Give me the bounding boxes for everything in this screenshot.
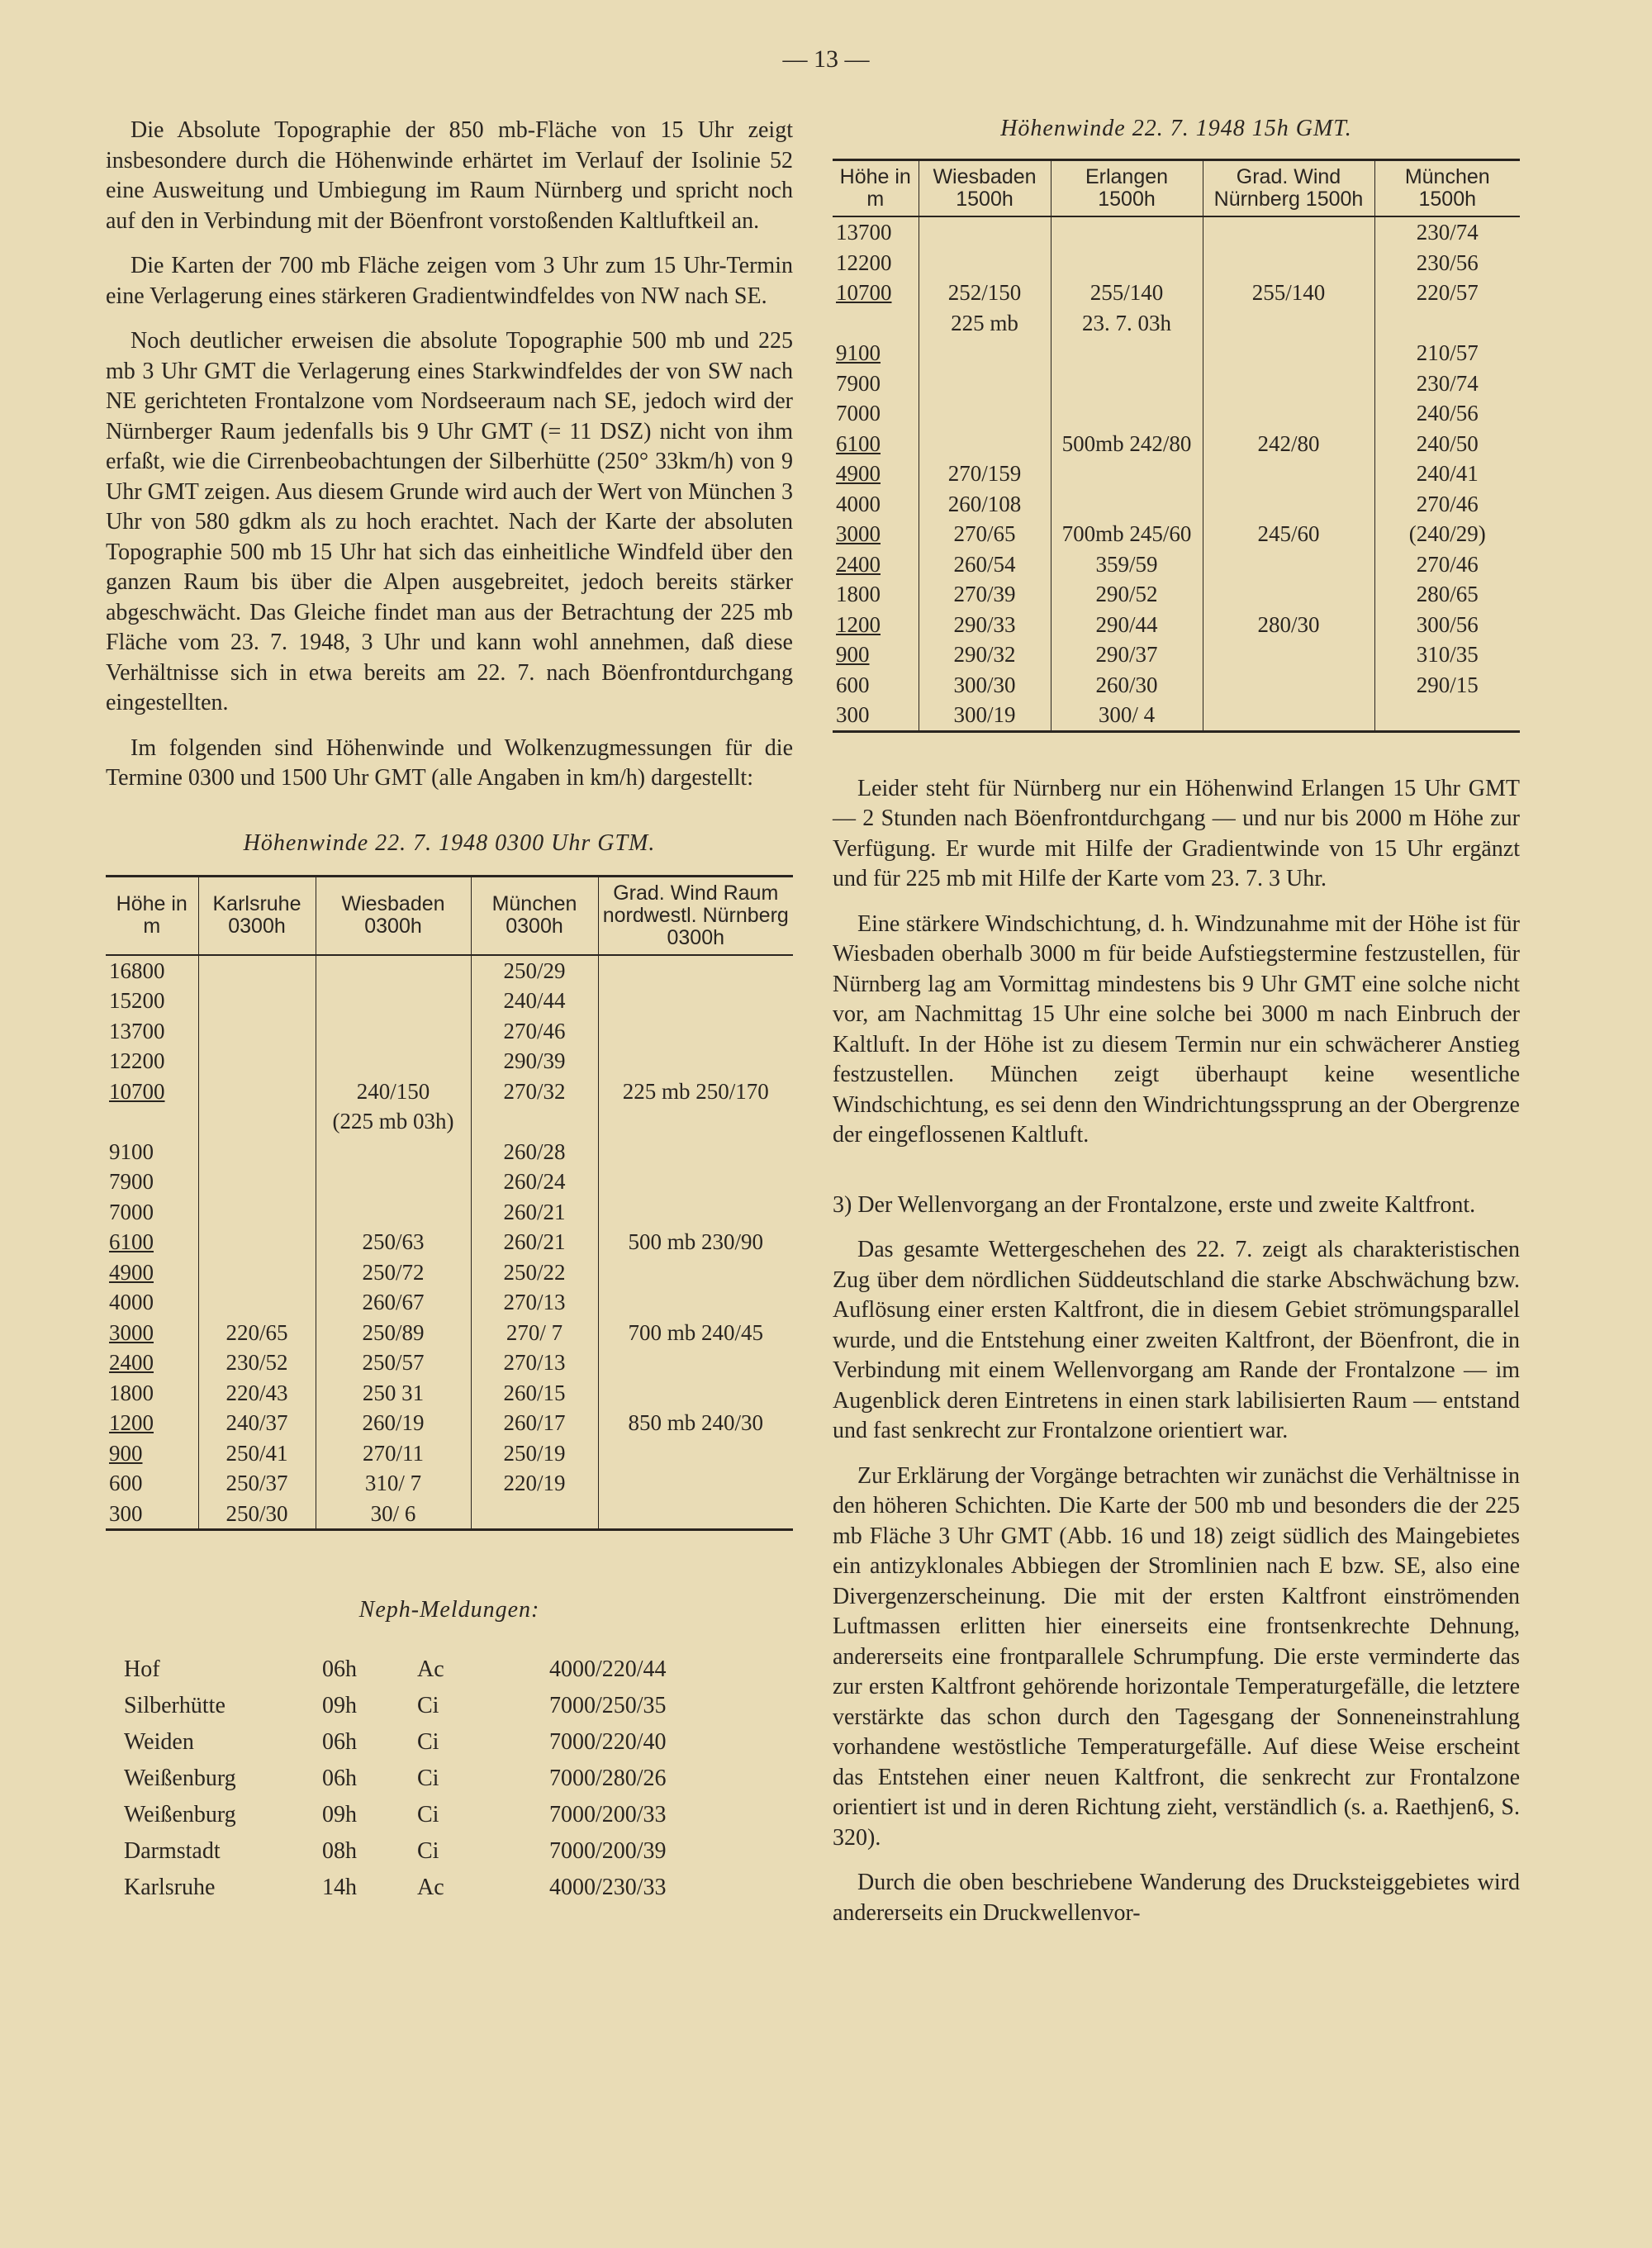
value-cell: 242/80: [1203, 429, 1374, 459]
table-row: [106, 1499, 793, 1530]
height-cell: 1200: [836, 611, 881, 637]
value-cell: [1203, 700, 1374, 731]
paragraph: Leider steht für Nürnberg nur ein Höhenwind Erlangen 15 Uhr GMT — 2 Stunden nach Böenfrontdurchgang — und nur bis 2000 m Höhe zur Verfügung. Er wurde mit Hilfe der Gradientwinde von 15 Uhr ergänzt und für 225 mb mit Hilfe der Karte vom 23. 7. 3 Uhr.: [833, 775, 1520, 891]
cloud-type-cell: Ci: [417, 1729, 439, 1755]
table-row: [833, 489, 1520, 520]
station-cell: Silberhütte: [124, 1693, 225, 1718]
value-cell: [598, 1378, 793, 1409]
value-cell: [1203, 579, 1374, 610]
table-row: [833, 248, 1520, 278]
height-cell: 3000: [836, 521, 881, 546]
table-caption-0300: Höhenwinde 22. 7. 1948 0300 Uhr GTM.: [243, 829, 656, 856]
paragraph: Das gesamte Wettergeschehen des 22. 7. zeigt als charakteristischen Zug über dem nördlichen Süddeutschland die starke Abschwächung bzw. Auflösung einer ersten Kaltfront, die in diesem Gebiet strömungsparallel wurde, und die Entstehung einer zweiten Kaltfront, der Böenfront, die in Verbindung mit einem Wellenvorgang am Rande der Frontalzone — im Augenblick deren Eintretens in einen stark labilisierten Raum — entstand und fast senkrecht zur Frontalzone orientiert war.: [833, 1237, 1520, 1443]
cloud-type-cell: Ci: [417, 1693, 439, 1718]
value-cell: 225 mb: [919, 308, 1051, 339]
height-cell: 13700: [109, 1018, 165, 1043]
value-cell: [919, 429, 1051, 459]
value-cell: 240/150: [316, 1076, 471, 1107]
value-cell: 290/44: [1051, 610, 1203, 640]
table-row: [106, 1227, 793, 1257]
value-cell: [198, 1197, 316, 1228]
height-cell: 12200: [836, 250, 892, 275]
neph-row: [124, 1724, 752, 1761]
table-header-row: [106, 876, 793, 955]
neph-row: [124, 1688, 752, 1724]
value-cell: 290/33: [919, 610, 1051, 640]
column-header: München 1500h: [1374, 160, 1520, 217]
paragraph: Noch deutlicher erweisen die absolute Topographie 500 mb und 225 mb 3 Uhr GMT die Verlagerung eines Starkwindfeldes der von SW nach NE gerichteten Frontalzone vom Nordseeraum nach SE, jedoch wird der Nürnberger Raum jedenfalls bis 9 Uhr GMT (= 11 DSZ) nicht von ihm erfaßt, wie die Cirrenbeobachtungen der Silberhütte (250° 33km/h) von 9 Uhr GMT zeigen. Aus diesem Grunde wird auch der Wert von München 3 Uhr von 580 gdkm als zu hoch erachtet. Nach der Karte der absoluten Topographie 500 mb 15 Uhr hat sich das einheitliche Windfeld über den ganzen Raum bis über die Alpen ausgebreitet, jedoch bereits stärker abgeschwächt. Das Gleiche findet man aus der Betrachtung der 225 mb Fläche vom 23. 7. 1948, 3 Uhr und kann wohl annehmen, daß diese Verhältnisse sich in etwa bereits am 22. 7. nach Böenfrontdurchgang eingestellten.: [106, 328, 793, 715]
value-cell: 290/15: [1374, 670, 1520, 701]
table-row: [106, 1197, 793, 1228]
value-cell: 250/30: [198, 1499, 316, 1530]
table-row: [833, 308, 1520, 339]
value-cell: [1203, 639, 1374, 670]
value-cell: [1203, 549, 1374, 580]
value-cell: [919, 338, 1051, 368]
value-cell: 250/57: [316, 1347, 471, 1378]
value-cell: [1051, 459, 1203, 489]
table-row: [833, 549, 1520, 580]
station-cell: Darmstadt: [124, 1838, 221, 1864]
value-cell: 700 mb 240/45: [598, 1318, 793, 1348]
value-cell: [1051, 338, 1203, 368]
value-cell: 250/41: [198, 1438, 316, 1469]
value-cell: [919, 248, 1051, 278]
value-cell: 250/63: [316, 1227, 471, 1257]
value-cell: 300/30: [919, 670, 1051, 701]
value-cell: 260/15: [471, 1378, 598, 1409]
value-cell: [198, 1016, 316, 1047]
value-cell: 280/65: [1374, 579, 1520, 610]
value-cell: 300/56: [1374, 610, 1520, 640]
value-cell: 245/60: [1203, 519, 1374, 549]
value-cell: [598, 1197, 793, 1228]
value-cell: 270/13: [471, 1287, 598, 1318]
value-cell: [598, 1347, 793, 1378]
value-cell: [1051, 398, 1203, 429]
station-cell: Weiden: [124, 1729, 194, 1755]
value-cell: 310/35: [1374, 639, 1520, 670]
value-cell: 260/67: [316, 1287, 471, 1318]
table-row: [106, 1076, 793, 1107]
value-cell: [1203, 489, 1374, 520]
table-row: [106, 1318, 793, 1348]
cloud-type-cell: Ac: [417, 1656, 444, 1682]
value-cell: [598, 1137, 793, 1167]
value-cell: 252/150: [919, 278, 1051, 308]
value-cell: 220/43: [198, 1378, 316, 1409]
table-row: [106, 1468, 793, 1499]
cloud-type-cell: Ci: [417, 1766, 439, 1791]
table-row: [106, 1046, 793, 1076]
value-cell: 30/ 6: [316, 1499, 471, 1530]
station-cell: Weißenburg: [124, 1802, 236, 1827]
value-cell: [198, 1106, 316, 1137]
value-cell: 700mb 245/60: [1051, 519, 1203, 549]
value-cell: [316, 986, 471, 1016]
table-row: [833, 368, 1520, 399]
page-number: — 13 —: [782, 45, 870, 73]
value-cell: [316, 1197, 471, 1228]
observation-cell: 7000/200/33: [549, 1802, 667, 1827]
height-cell: 4000: [109, 1290, 154, 1314]
height-cell: 900: [109, 1440, 143, 1466]
cloud-type-cell: Ci: [417, 1838, 439, 1864]
time-cell: 06h: [322, 1656, 357, 1682]
value-cell: 260/28: [471, 1137, 598, 1167]
value-cell: (225 mb 03h): [316, 1106, 471, 1137]
value-cell: 300/19: [919, 700, 1051, 731]
value-cell: 230/56: [1374, 248, 1520, 278]
value-cell: [1203, 398, 1374, 429]
right-column: [833, 116, 1520, 1943]
height-cell: 13700: [836, 220, 892, 245]
height-cell: 12200: [109, 1048, 165, 1073]
value-cell: [598, 1257, 793, 1288]
height-cell: 15200: [109, 988, 165, 1013]
table-row: [833, 338, 1520, 368]
paragraph: Die Absolute Topographie der 850 mb-Fläche von 15 Uhr zeigt insbesondere durch die Höhenwinde erhärtet im Verlauf der Isolinie 52 eine Ausweitung und Umbiegung im Raum Nürnberg und spricht noch auf den in Verbindung mit der Böenfront vorstoßenden Kaltluftkeil an.: [106, 117, 793, 234]
value-cell: 270/ 7: [471, 1318, 598, 1348]
value-cell: 290/37: [1051, 639, 1203, 670]
value-cell: [198, 1076, 316, 1107]
value-cell: [598, 1468, 793, 1499]
table-row: [106, 1016, 793, 1047]
neph-row: [124, 1870, 752, 1906]
height-cell: 9100: [109, 1138, 154, 1164]
value-cell: 270/11: [316, 1438, 471, 1469]
value-cell: 260/108: [919, 489, 1051, 520]
time-cell: 06h: [322, 1729, 357, 1755]
paragraph: Zur Erklärung der Vorgänge betrachten wir zunächst die Verhältnisse in den höheren Schichten. Die Karte der 500 mb und besonders die der 225 mb Fläche 3 Uhr GMT (Abb. 16 und 18) zeigt südlich des Maingebietes ein antizyklonales Abbiegen der Stromlinien nach E bzw. SE, also eine Divergenzerscheinung. Die mit der ersten Kaltfront einströmenden Luftmassen erlitten hier einerseits eine frontsenkrechte Dehnung, andererseits eine frontparallele Schrumpfung. Die erste verminderte das zur ersten Kaltfront gehörende horizontale Temperaturgefälle, die letztere verstärkte das schon durch den Tagesgang der Sonneneinstrahlung vorhandene westöstliche Temperaturgefälle. Auf diese Weise erscheint das Entstehen einer neuen Kaltfront, die senkrecht zur Frontalzone orientiert ist und in deren Richtung zieht, verständlich (s. a. Raethjen6, S. 320).: [833, 1462, 1520, 1851]
value-cell: 270/39: [919, 579, 1051, 610]
height-cell: 7900: [109, 1169, 154, 1194]
table-row: [833, 398, 1520, 429]
height-cell: 300: [106, 1499, 198, 1530]
cloud-type-cell: Ci: [417, 1802, 439, 1827]
table-row: [106, 1287, 793, 1318]
column-header: Grad. Wind Nürnberg 1500h: [1203, 160, 1374, 217]
value-cell: (240/29): [1374, 519, 1520, 549]
height-cell: 10700: [836, 280, 892, 305]
time-cell: 14h: [322, 1875, 357, 1900]
table-row: [833, 610, 1520, 640]
value-cell: [1051, 216, 1203, 248]
value-cell: 220/19: [471, 1468, 598, 1499]
station-cell: Weißenburg: [124, 1766, 236, 1791]
height-cell: 10700: [109, 1078, 165, 1104]
value-cell: [1374, 700, 1520, 731]
value-cell: 255/140: [1051, 278, 1203, 308]
table-row: [833, 639, 1520, 670]
time-cell: 09h: [322, 1802, 357, 1827]
value-cell: [198, 955, 316, 986]
neph-row: [124, 1761, 752, 1797]
value-cell: [1203, 459, 1374, 489]
table-body: [833, 216, 1520, 731]
value-cell: [316, 1046, 471, 1076]
table-row: [106, 1347, 793, 1378]
value-cell: 300/ 4: [1051, 700, 1203, 731]
value-cell: [198, 1227, 316, 1257]
value-cell: 250/29: [471, 955, 598, 986]
value-cell: 270/159: [919, 459, 1051, 489]
paragraph: Eine stärkere Windschichtung, d. h. Windzunahme mit der Höhe ist für Wiesbaden oberhalb 3000 m für beide Aufstiegstermine festzustellen, für Nürnberg lag am Vormittag mindestens bis 9 Uhr GMT eine solche nicht vor, am Nachmittag 15 Uhr eine solche bei 3000 m nach Einbruch der Kaltluft. In der Höhe ist zu diesem Termin nur ein schwächerer Anstieg festzustellen. München zeigt überhaupt keine wesentliche Windschichtung, es sei denn den Windrichtungssprung an der Obergrenze der eingeflossenen Kaltluft.: [833, 910, 1520, 1148]
observation-cell: 7000/220/40: [549, 1729, 667, 1755]
table-body: [106, 955, 793, 1530]
table-row: [833, 519, 1520, 549]
value-cell: [198, 1257, 316, 1288]
value-cell: [598, 955, 793, 986]
station-cell: Hof: [124, 1656, 160, 1682]
time-cell: 06h: [322, 1766, 357, 1791]
height-cell: 9100: [836, 340, 881, 365]
value-cell: 240/50: [1374, 429, 1520, 459]
height-cell: 1200: [109, 1410, 154, 1435]
value-cell: 260/54: [919, 549, 1051, 580]
value-cell: [919, 398, 1051, 429]
observation-cell: 7000/250/35: [549, 1693, 667, 1718]
value-cell: 250/19: [471, 1438, 598, 1469]
column-header: Wiesbaden 0300h: [316, 876, 471, 955]
value-cell: [1203, 670, 1374, 701]
value-cell: [598, 1167, 793, 1197]
value-cell: 225 mb 250/170: [598, 1076, 793, 1107]
station-cell: Karlsruhe: [124, 1875, 216, 1900]
value-cell: [316, 1016, 471, 1047]
cloud-type-cell: Ac: [417, 1875, 444, 1900]
table-row: [833, 459, 1520, 489]
height-cell: 1800: [836, 582, 881, 606]
value-cell: 230/74: [1374, 368, 1520, 399]
value-cell: [471, 1499, 598, 1530]
neph-caption: Neph-Meldungen:: [358, 1597, 540, 1623]
wind-table-1500: [833, 159, 1520, 733]
height-cell: 6100: [109, 1229, 154, 1254]
value-cell: 250/22: [471, 1257, 598, 1288]
value-cell: [598, 1046, 793, 1076]
value-cell: 230/74: [1374, 216, 1520, 248]
value-cell: 500mb 242/80: [1051, 429, 1203, 459]
value-cell: [598, 1438, 793, 1469]
height-cell: 300: [833, 700, 919, 731]
wind-table-0300: [106, 875, 793, 1532]
table-row: [106, 1106, 793, 1137]
value-cell: 220/65: [198, 1318, 316, 1348]
table-row: [106, 955, 793, 986]
value-cell: [1374, 308, 1520, 339]
section-heading: 3) Der Wellenvorgang an der Frontalzone, erste und zweite Kaltfront.: [833, 1191, 1476, 1218]
table-row: [833, 216, 1520, 248]
value-cell: [598, 1287, 793, 1318]
time-cell: 09h: [322, 1693, 357, 1718]
height-cell: 900: [836, 642, 870, 667]
value-cell: [598, 1106, 793, 1137]
value-cell: 23. 7. 03h: [1051, 308, 1203, 339]
value-cell: 240/44: [471, 986, 598, 1016]
value-cell: [598, 1016, 793, 1047]
height-cell: 7000: [836, 401, 881, 425]
neph-table: [124, 1652, 752, 1906]
table-row: [106, 1137, 793, 1167]
value-cell: 220/57: [1374, 278, 1520, 308]
value-cell: 280/30: [1203, 610, 1374, 640]
value-cell: 250/72: [316, 1257, 471, 1288]
observation-cell: 4000/220/44: [549, 1656, 667, 1682]
value-cell: [598, 986, 793, 1016]
table-row: [833, 579, 1520, 610]
value-cell: 850 mb 240/30: [598, 1408, 793, 1438]
value-cell: [316, 1167, 471, 1197]
height-cell: 2400: [836, 551, 881, 577]
neph-row: [124, 1652, 752, 1688]
column-header: Höhe in m: [106, 876, 198, 955]
table-row: [833, 278, 1520, 308]
value-cell: 290/32: [919, 639, 1051, 670]
value-cell: [1051, 248, 1203, 278]
table-row: [106, 1438, 793, 1469]
value-cell: [1051, 489, 1203, 520]
height-cell: [833, 308, 919, 339]
value-cell: 230/52: [198, 1347, 316, 1378]
value-cell: 260/24: [471, 1167, 598, 1197]
value-cell: [1203, 338, 1374, 368]
value-cell: 260/19: [316, 1408, 471, 1438]
value-cell: [919, 216, 1051, 248]
neph-body: [124, 1652, 752, 1906]
column-header: Karlsruhe 0300h: [198, 876, 316, 955]
value-cell: [471, 1106, 598, 1137]
value-cell: 260/21: [471, 1227, 598, 1257]
column-header: Höhe in m: [833, 160, 919, 217]
value-cell: 310/ 7: [316, 1468, 471, 1499]
neph-row: [124, 1797, 752, 1833]
height-cell: 6100: [836, 430, 881, 456]
height-cell: 7900: [836, 370, 881, 396]
value-cell: 240/56: [1374, 398, 1520, 429]
height-cell: 3000: [109, 1319, 154, 1345]
height-cell: 1800: [109, 1380, 154, 1405]
height-cell: [106, 1106, 198, 1137]
observation-cell: 7000/200/39: [549, 1838, 667, 1864]
height-cell: 16800: [109, 958, 165, 983]
value-cell: [198, 1137, 316, 1167]
value-cell: 359/59: [1051, 549, 1203, 580]
column-header: München 0300h: [471, 876, 598, 955]
value-cell: 260/17: [471, 1408, 598, 1438]
height-cell: 4900: [109, 1259, 154, 1285]
value-cell: [1203, 216, 1374, 248]
value-cell: 270/46: [1374, 549, 1520, 580]
neph-row: [124, 1833, 752, 1870]
time-cell: 08h: [322, 1838, 357, 1864]
value-cell: 210/57: [1374, 338, 1520, 368]
table-row: [106, 1167, 793, 1197]
value-cell: [1203, 248, 1374, 278]
value-cell: 250/89: [316, 1318, 471, 1348]
value-cell: 240/37: [198, 1408, 316, 1438]
height-cell: 4900: [836, 461, 881, 486]
table-row: [106, 1408, 793, 1438]
value-cell: 270/46: [1374, 489, 1520, 520]
value-cell: [1203, 308, 1374, 339]
value-cell: 250/37: [198, 1468, 316, 1499]
observation-cell: 7000/280/26: [549, 1766, 667, 1791]
table-row: [106, 1378, 793, 1409]
value-cell: 270/13: [471, 1347, 598, 1378]
column-header: Grad. Wind Raum nordwestl. Nürnberg 0300h: [598, 876, 793, 955]
height-cell: 7000: [109, 1199, 154, 1224]
value-cell: 270/32: [471, 1076, 598, 1107]
column-header: Erlangen 1500h: [1051, 160, 1203, 217]
table-row: [833, 670, 1520, 701]
value-cell: 270/46: [471, 1016, 598, 1047]
value-cell: [198, 986, 316, 1016]
value-cell: [598, 1499, 793, 1530]
value-cell: [1203, 368, 1374, 399]
value-cell: [1051, 368, 1203, 399]
value-cell: [316, 1137, 471, 1167]
column-header: Wiesbaden 1500h: [919, 160, 1051, 217]
left-column: [106, 116, 793, 1906]
value-cell: 290/52: [1051, 579, 1203, 610]
height-cell: 2400: [109, 1350, 154, 1375]
table-caption-1500: Höhenwinde 22. 7. 1948 15h GMT.: [1000, 116, 1352, 141]
table-row: [833, 700, 1520, 731]
paragraph: Im folgenden sind Höhenwinde und Wolkenzugmessungen für die Termine 0300 und 1500 Uhr GMT (alle Angaben in km/h) dargestellt:: [106, 734, 793, 791]
value-cell: [198, 1046, 316, 1076]
observation-cell: 4000/230/33: [549, 1875, 667, 1900]
value-cell: 240/41: [1374, 459, 1520, 489]
table-header-row: [833, 160, 1520, 217]
table-row: [106, 1257, 793, 1288]
value-cell: 500 mb 230/90: [598, 1227, 793, 1257]
value-cell: 270/65: [919, 519, 1051, 549]
paragraph: Durch die oben beschriebene Wanderung des Drucksteiggebietes wird andererseits ein Druckwellenvor-: [833, 1870, 1520, 1926]
value-cell: [316, 955, 471, 986]
height-cell: 600: [836, 672, 870, 697]
value-cell: [919, 368, 1051, 399]
height-cell: 4000: [836, 491, 881, 516]
value-cell: [198, 1167, 316, 1197]
value-cell: 260/21: [471, 1197, 598, 1228]
value-cell: [198, 1287, 316, 1318]
table-row: [106, 986, 793, 1016]
paragraph: Die Karten der 700 mb Fläche zeigen vom 3 Uhr zum 15 Uhr-Termin eine Verlagerung eines stärkeren Gradientwindfeldes von NW nach SE.: [106, 253, 793, 309]
table-row: [833, 429, 1520, 459]
value-cell: 260/30: [1051, 670, 1203, 701]
value-cell: 250 31: [316, 1378, 471, 1409]
value-cell: 255/140: [1203, 278, 1374, 308]
value-cell: 290/39: [471, 1046, 598, 1076]
height-cell: 600: [109, 1471, 143, 1495]
